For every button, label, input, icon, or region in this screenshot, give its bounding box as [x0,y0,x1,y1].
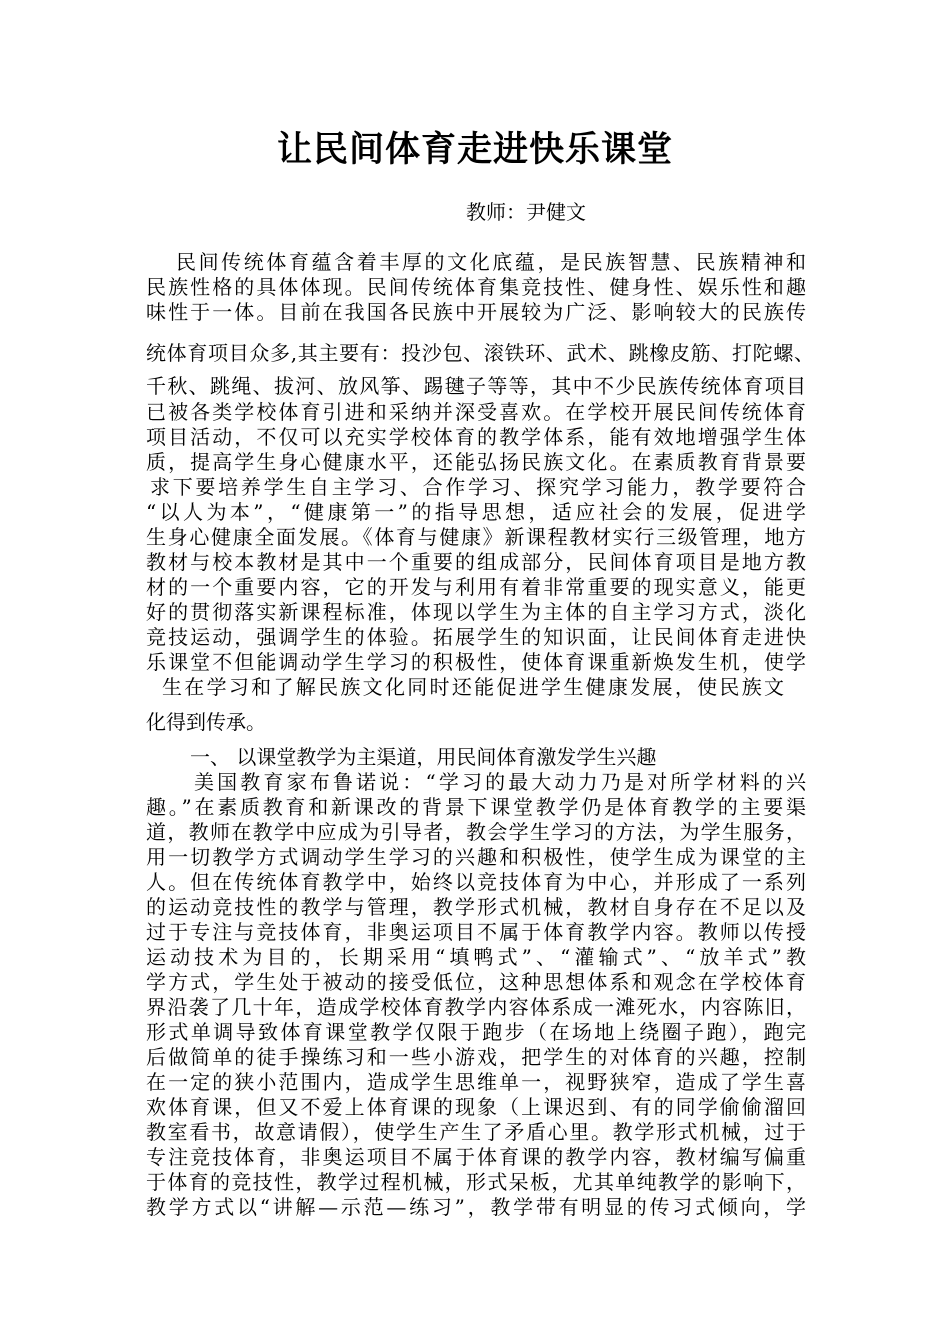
text-line: 专注竞技体育，非奥运项目不属于体育课的教学内容，教材编写偏重 [146,1145,806,1169]
author-line: 教师：尹健文 [466,200,586,224]
text-line: 欢体育课，但又不爱上体育课的现象（上课迟到、有的同学偷偷溜回 [146,1095,806,1119]
text-line: 质，提高学生身心健康水平，还能弘扬民族文化。在素质教育背景要 [146,450,806,474]
text-line: “以人为本”，“健康第一”的指导思想，适应社会的发展，促进学 [146,500,806,524]
text-line: 乐课堂不但能调动学生学习的积极性，使体育课重新焕发生机，使学 [146,650,806,674]
text-line: 学方式，学生处于被动的接受低位，这种思想体系和观念在学校体育 [146,970,806,994]
text-line: 化得到传承。 [146,710,266,734]
text-line: 形式单调导致体育课堂教学仅限于跑步（在场地上绕圈子跑），跑完 [146,1020,806,1044]
text-line: 材的一个重要内容，它的开发与利用有着非常重要的现实意义，能更 [146,575,806,599]
text-line: 教材与校本教材是其中一个重要的组成部分，民间体育项目是地方教 [146,550,806,574]
text-line: 生在学习和了解民族文化同时还能促进学生健康发展，使民族文 [162,675,784,699]
text-line: 于体育的竞技性，教学过程机械，形式呆板，尤其单纯教学的影响下， [146,1170,806,1194]
text-line: 在一定的狭小范围内，造成学生思维单一，视野狭窄，造成了学生喜 [146,1070,806,1094]
text-line: 用一切教学方式调动学生学习的兴趣和积极性，使学生成为课堂的主 [146,845,806,869]
text-line: 千秋、跳绳、拔河、放风筝、踢毽子等等，其中不少民族传统体育项目 [146,374,806,398]
text-line: 教学方式以“讲解—示范—练习”，教学带有明显的传习式倾向，学 [146,1195,806,1219]
text-line: 道，教师在教学中应成为引导者，教会学生学习的方法，为学生服务， [146,820,806,844]
section-heading: 一、 以课堂教学为主渠道，用民间体育激发学生兴趣 [190,745,657,769]
text-line: 好的贯彻落实新课程标准，体现以学生为主体的自主学习方式，淡化 [146,600,806,624]
text-line: 项目活动，不仅可以充实学校体育的教学体系，能有效地增强学生体 [146,425,806,449]
text-line: 生身心健康全面发展。《体育与健康》新课程教材实行三级管理，地方 [146,525,806,549]
text-line: 教室看书，故意请假），使学生产生了矛盾心里。教学形式机械，过于 [146,1120,806,1144]
text-line: 的运动竞技性的教学与管理，教学形式机械，教材自身存在不足以及 [146,895,806,919]
text-line: 统体育项目众多,其主要有：投沙包、滚铁环、武术、跳橡皮筋、打陀螺、 [146,341,814,365]
text-line: 趣。”在素质教育和新课改的背景下课堂教学仍是体育教学的主要渠 [146,795,806,819]
text-line: 民间传统体育蕴含着丰厚的文化底蕴，是民族智慧、民族精神和 [176,250,806,274]
text-line: 已被各类学校体育引进和采纳并深受喜欢。在学校开展民间传统体育 [146,400,806,424]
text-line: 界沿袭了几十年，造成学校体育教学内容体系成一滩死水，内容陈旧， [146,995,806,1019]
text-line: 过于专注与竞技体育，非奥运项目不属于体育教学内容。教师以传授 [146,920,806,944]
text-line: 竞技运动，强调学生的体验。拓展学生的知识面，让民间体育走进快 [146,625,806,649]
text-line: 味性于一体。目前在我国各民族中开展较为广泛、影响较大的民族传 [146,300,806,324]
text-line: 运动技术为目的，长期采用“填鸭式”、“灌输式”、“放羊式”教 [146,945,806,969]
text-line: 民族性格的具体体现。民间传统体育集竞技性、健身性、娱乐性和趣 [146,275,806,299]
document-title: 让民间体育走进快乐课堂 [276,130,673,170]
text-line: 美国教育家布鲁诺说：“学习的最大动力乃是对所学材料的兴 [194,770,806,794]
text-line: 后做简单的徒手操练习和一些小游戏，把学生的对体育的兴趣，控制 [146,1045,806,1069]
text-line: 人。但在传统体育教学中，始终以竞技体育为中心，并形成了一系列 [146,870,806,894]
text-line: 求下要培养学生自主学习、合作学习、探究学习能力，教学要符合 [150,475,806,499]
